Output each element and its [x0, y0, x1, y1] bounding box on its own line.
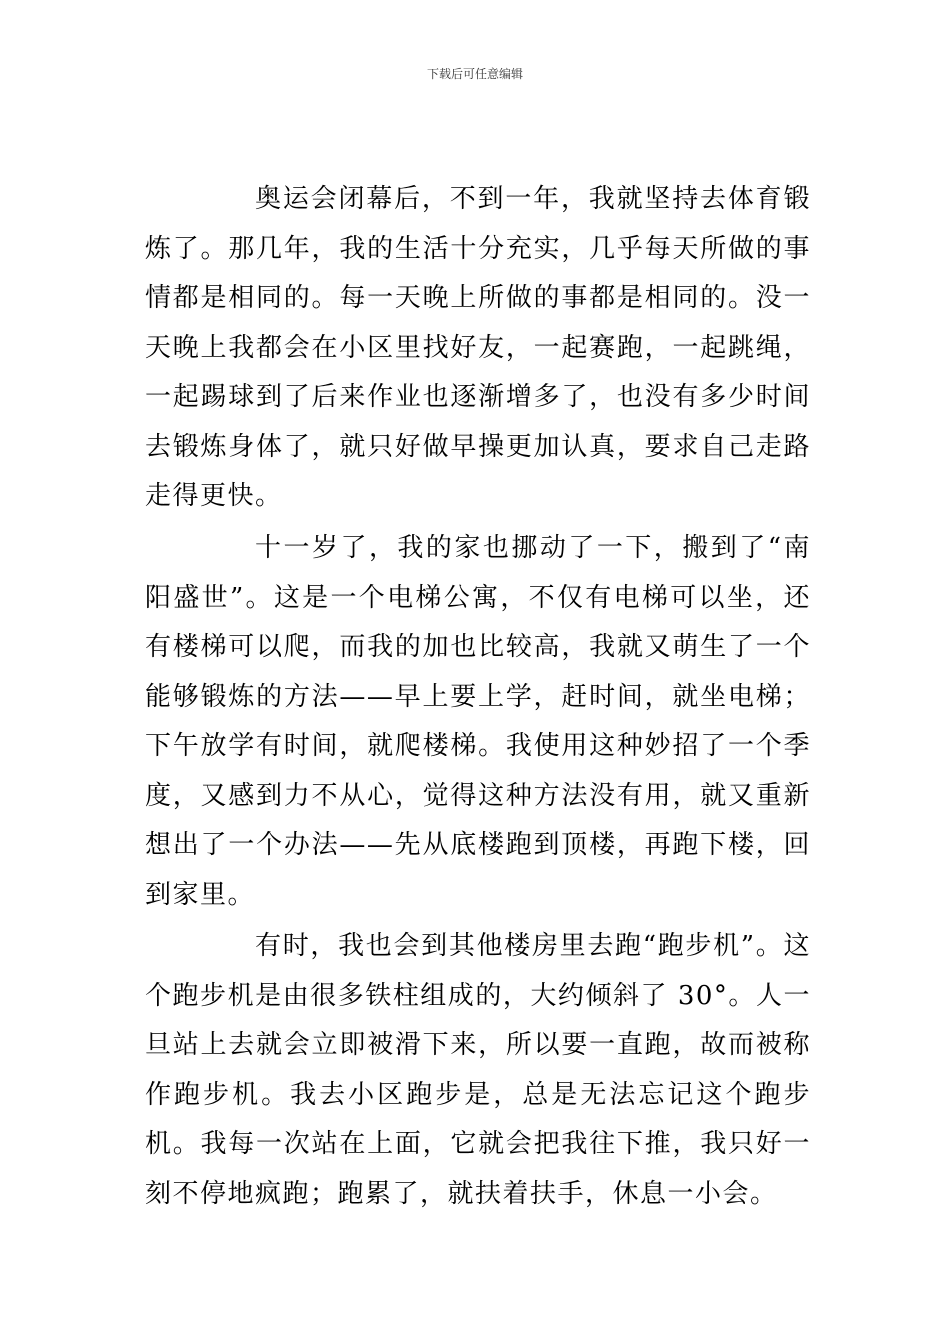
paragraph-1: 奥运会闭幕后，不到一年，我就坚持去体育锻炼了。那几年，我的生活十分充实，几乎每天所做的事情都是相同的。每一天晚上所做的事都是相同的。没一天晚上我都会在小区里找好友，一起赛跑，一起跳绳，一起踢球到了后来作业也逐渐增多了，也没有多少时间去锻炼身体了，就只好做早操更加认真，要求自己走路走得更快。 [145, 184, 811, 511]
paragraph-3: 有时，我也会到其他楼房里去跑“跑步机”。这个跑步机是由很多铁柱组成的，大约倾斜了 30°。人一旦站上去就会立即被滑下来，所以要一直跑，故而被称作跑步机。我去小区跑步是，总是无法忘记这个跑步机。我每一次站在上面，它就会把我往下推，我只好一刻不停地疯跑；跑累了，就扶着扶手，休息一小会。 [145, 931, 811, 1209]
page-header: 下载后可任意编辑 [426, 67, 523, 81]
paragraph-2: 十一岁了，我的家也挪动了一下，搬到了“南阳盛世”。这是一个电梯公寓，不仅有电梯可以坐，还有楼梯可以爬，而我的加也比较高，我就又萌生了一个能够锻炼的方法——早上要上学，赶时间，就坐电梯；下午放学有时间，就爬楼梯。我使用这种妙招了一个季度，又感到力不从心，觉得这种方法没有用，就又重新想出了一个办法——先从底楼跑到顶楼，再跑下楼，回到家里。 [145, 533, 811, 910]
